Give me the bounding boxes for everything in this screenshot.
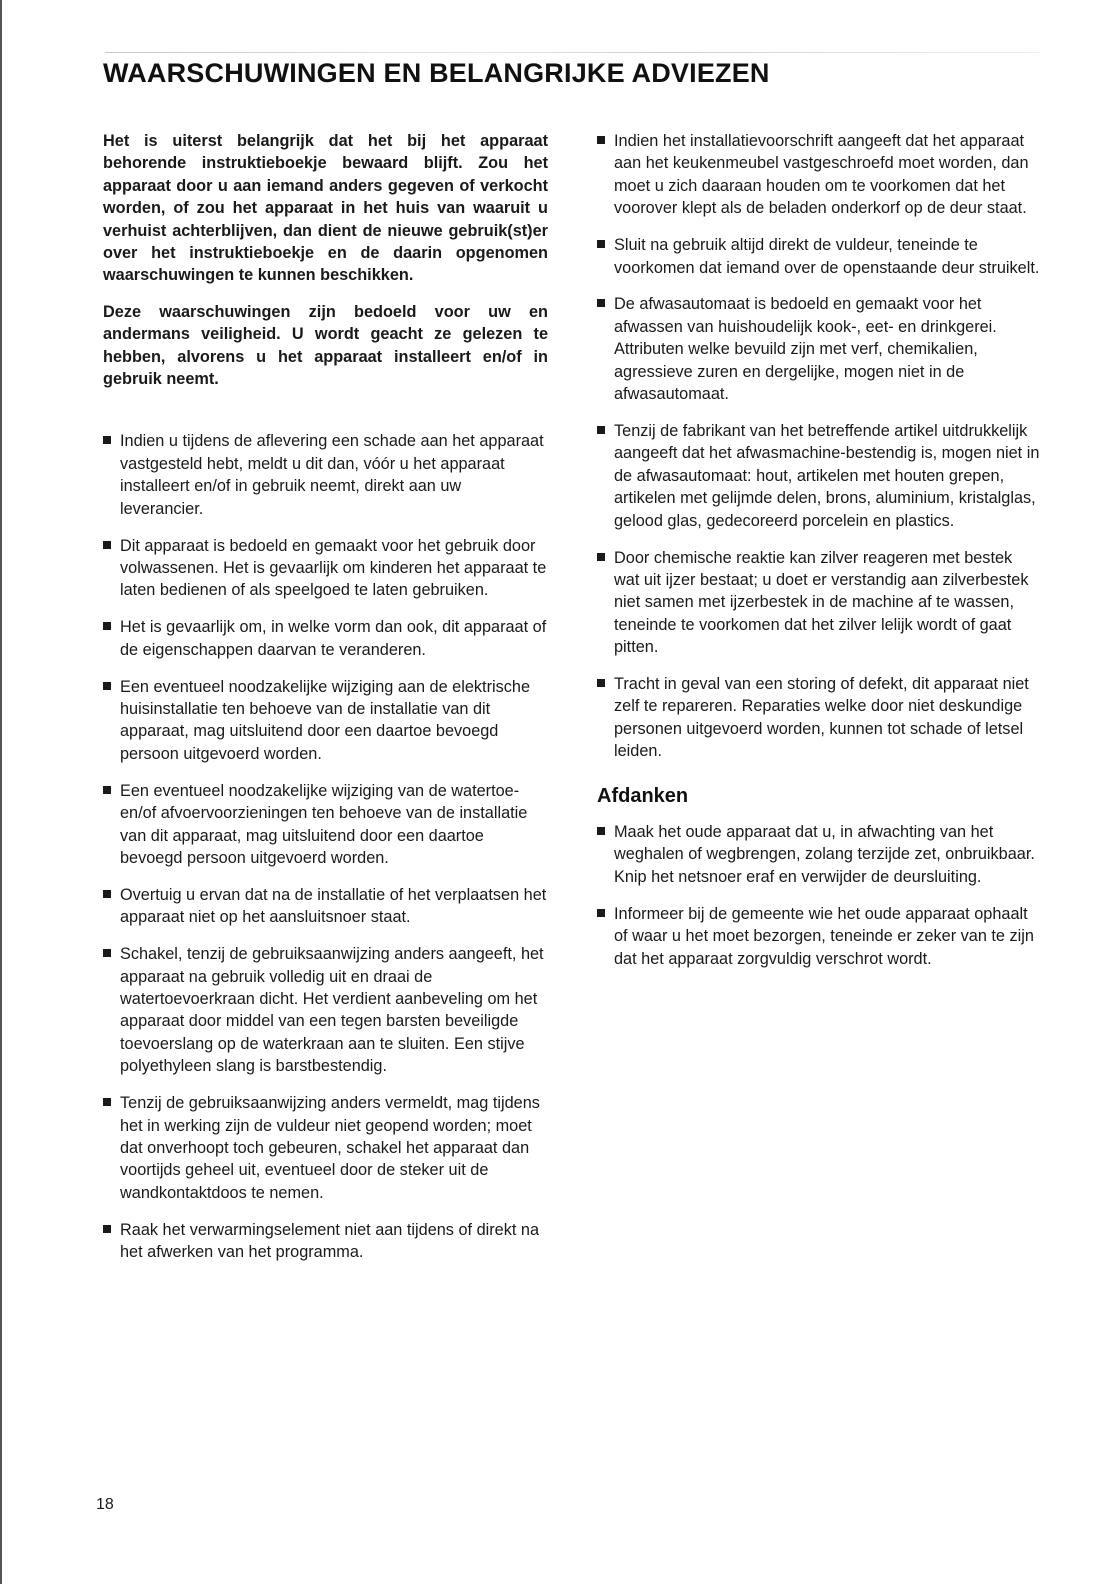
list-item-text: Tenzij de gebruiksaanwijzing anders vermeldt, mag tijdens het in werking zijn de vuldeur niet geopend worden; moet dat onverhoopt toch gebeuren, schakel het apparaat dan voortijds geheel uit, eventueel door de steker uit de wandkontaktdoos te nemen. xyxy=(120,1094,540,1202)
bullet-square-icon xyxy=(103,1225,111,1233)
bullet-square-icon xyxy=(597,827,605,835)
list-item xyxy=(597,293,1042,405)
intro-paragraph: Het is uiterst belangrijk dat het bij het apparaat behorende instruktieboekje bewaard blijft. Zou het apparaat door u aan iemand anders gegeven of verkocht worden, of zou het apparaat in het huis van waaruit u verhuist achterblijven, dan dient de nieuwe gebruik(st)er over het instruktieboekje en de daarin opgenomen waarschuwingen te kunnen beschikken. xyxy=(103,132,548,285)
header-rule xyxy=(105,52,1040,53)
list-item xyxy=(103,884,548,929)
list-item xyxy=(597,821,1042,888)
list-item xyxy=(103,1092,548,1204)
list-item xyxy=(597,420,1042,532)
bullet-square-icon xyxy=(597,909,605,917)
bullet-square-icon xyxy=(103,436,111,444)
bullet-square-icon xyxy=(103,682,111,690)
list-item-text: Schakel, tenzij de gebruiksaanwijzing anders aangeeft, het apparaat na gebruik volledig uit en draai de watertoevoerkraan dicht. Het verdient aanbeveling om het apparaat door middel van een tegen barsten beveiligde toevoerslang op de waterkraan aan te sluiten. Een stijve polyethyleen slang is barstbestendig. xyxy=(120,945,544,1076)
list-item-text: Raak het verwarmingselement niet aan tijdens of direkt na het afwerken van het programma. xyxy=(120,1220,540,1262)
list-item xyxy=(103,676,548,766)
disposal-list xyxy=(597,821,1042,970)
list-item-text: Overtuig u ervan dat na de installatie of het verplaatsen het apparaat niet op het aansluitsnoer staat. xyxy=(120,885,547,927)
page-title: WAARSCHUWINGEN EN BELANGRIJKE ADVIEZEN xyxy=(103,58,770,88)
page-edge-line xyxy=(0,0,2,1584)
list-item-text: Tracht in geval van een storing of defekt, dit apparaat niet zelf te repareren. Reparaties welke door niet deskundige personen uitgevoerd worden, kunnen tot schade of letsel leiden. xyxy=(614,675,1029,761)
list-item xyxy=(597,903,1042,970)
bullet-square-icon xyxy=(103,786,111,794)
list-item-text: Indien u tijdens de aflevering een schade aan het apparaat vastgesteld hebt, meldt u dit dan, vóór u het apparaat installeert en/of in gebruik neemt, direkt aan uw leverancier. xyxy=(120,432,544,518)
bullet-square-icon xyxy=(103,1098,111,1106)
list-item-text: Informeer bij de gemeente wie het oude apparaat ophaalt of waar u het moet bezorgen, teneinde er zeker van te zijn dat het apparaat zorgvuldig verschrot wordt. xyxy=(614,904,1034,968)
bullet-square-icon xyxy=(597,553,605,561)
bullet-square-icon xyxy=(597,426,605,434)
bullet-square-icon xyxy=(103,622,111,630)
intro-paragraph: Deze waarschuwingen zijn bedoeld voor uw en andermans veiligheid. U wordt geacht ze gelezen te hebben, alvorens u het apparaat installeert en/of in gebruik neemt. xyxy=(103,302,548,389)
list-item xyxy=(103,780,548,870)
list-item xyxy=(103,430,548,520)
list-item-text: Een eventueel noodzakelijke wijziging aan de elektrische huisinstallatie ten behoeve van de installatie van dit apparaat, mag uitsluitend door een daartoe bevoegd persoon uitgevoerd worden. xyxy=(120,677,531,763)
warning-list xyxy=(103,430,548,1263)
list-item-text: Het is gevaarlijk om, in welke vorm dan ook, dit apparaat of de eigenschappen daarvan te veranderen. xyxy=(120,618,547,659)
bullet-square-icon xyxy=(597,679,605,687)
warning-list xyxy=(597,130,1042,763)
list-item-text: Maak het oude apparaat dat u, in afwachting van het weghalen of wegbrengen, zolang terzijde zet, onbruikbaar. Knip het netsnoer eraf en verwijder de deursluiting. xyxy=(614,823,1035,886)
right-column xyxy=(597,130,1042,985)
list-item-text: Door chemische reaktie kan zilver reageren met bestek wat uit ijzer bestaat; u doet er verstandig aan zilverbestek niet samen met ijzerbestek in de machine af te wassen, teneinde te voorkomen dat het zilver lelijk wordt of gaat pitten. xyxy=(614,548,1029,657)
bullet-square-icon xyxy=(597,136,605,144)
bullet-square-icon xyxy=(597,299,605,307)
section-heading-afdanken: Afdanken xyxy=(597,784,689,807)
bullet-square-icon xyxy=(103,949,111,957)
list-item-text: Sluit na gebruik altijd direkt de vuldeur, teneinde te voorkomen dat iemand over de openstaande deur struikelt. xyxy=(614,236,1040,277)
list-item-text: De afwasautomaat is bedoeld en gemaakt voor het afwassen van huishoudelijk kook-, eet- en drinkgerei. Attributen welke bevuild zijn met verf, chemikalien, agressieve zuren en dergelijke, mogen niet in de afwasautomaat. xyxy=(614,295,997,404)
left-column xyxy=(103,130,548,1278)
list-item-text: Indien het installatievoorschrift aangeeft dat het apparaat aan het keukenmeubel vastgeschroefd moet worden, dan moet u zich daaraan houden om te voorkomen dat het voorover klept als de beladen onderkorf op de deur staat. xyxy=(614,132,1029,218)
list-item xyxy=(597,130,1042,220)
list-item-text: Tenzij de fabrikant van het betreffende artikel uitdrukkelijk aangeeft dat het afwasmachine-bestendig is, mogen niet in de afwasautomaat: hout, artikelen met houten grepen, artikelen met gelijmde delen, brons, aluminium, kristalglas, gelood glas, gedecoreerd porcelein en plastics. xyxy=(614,421,1040,530)
page-number: 18 xyxy=(96,1496,114,1513)
list-item xyxy=(597,234,1042,279)
bullet-square-icon xyxy=(103,541,111,549)
bullet-square-icon xyxy=(103,890,111,898)
list-item xyxy=(597,547,1042,659)
list-item xyxy=(103,1219,548,1264)
list-item xyxy=(103,535,548,602)
list-item-text: Een eventueel noodzakelijke wijziging van de watertoe- en/of afvoervoorzieningen ten behoeve van de installatie van dit apparaat, mag uitsluitend door een daartoe bevoegd persoon uitgevoerd worden. xyxy=(120,781,528,867)
list-item-text: Dit apparaat is bedoeld en gemaakt voor het gebruik door volwassenen. Het is gevaarlijk om kinderen het apparaat te laten bedienen of als speelgoed te laten gebruiken. xyxy=(120,536,547,600)
list-item xyxy=(597,673,1042,763)
bullet-square-icon xyxy=(597,240,605,248)
list-item xyxy=(103,943,548,1077)
list-item xyxy=(103,616,548,661)
